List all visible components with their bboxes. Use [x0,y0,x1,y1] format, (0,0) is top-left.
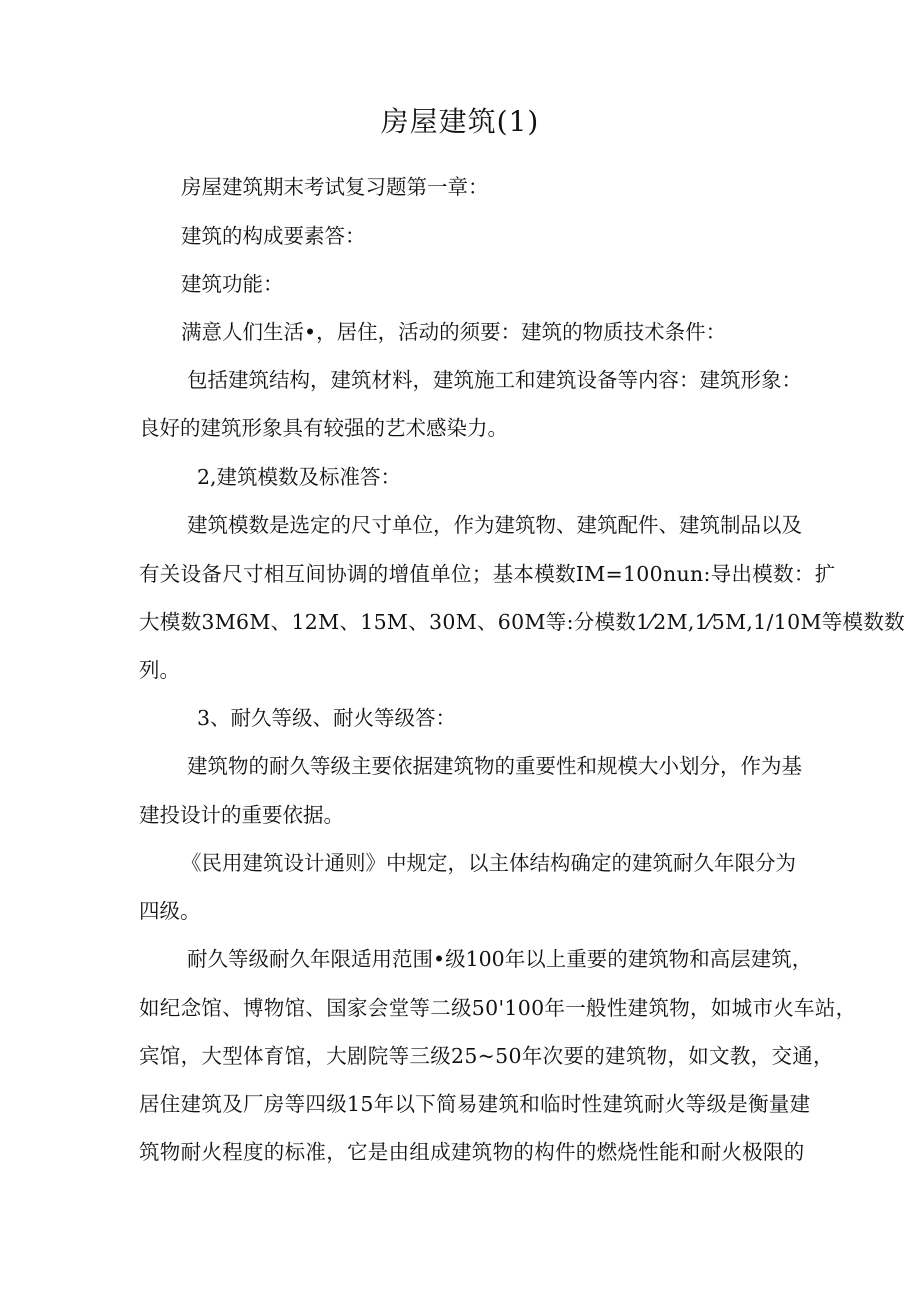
text-line: 建筑功能： [181,272,284,296]
text-line: 包括建筑结构，建筑材料，建筑施工和建筑设备等内容：建筑形象： [187,368,802,392]
section-heading: 2,建筑模数及标准答： [197,465,402,489]
text-line: 满意人们生活•，居住，活动的须要：建筑的物质技术条件： [181,320,727,344]
text-line: 如纪念馆、博物馆、国家会堂等二级50'100年一般性建筑物，如城市火车站， [139,996,857,1020]
text-line: 列。 [139,658,180,682]
text-line: 《民用建筑设计通则》中规定，以主体结构确定的建筑耐久年限分为 [181,851,796,875]
text-line: 建筑物的耐久等级主要依据建筑物的重要性和规模大小划分，作为基 [187,754,802,778]
text-line: 良好的建筑形象具有较强的艺术感染力。 [139,416,508,440]
text-line: 耐久等级耐久年限适用范围•级100年以上重要的建筑物和高层建筑， [187,947,813,971]
text-line: 筑物耐火程度的标准，它是由组成建筑物的构件的燃烧性能和耐火极限的 [139,1140,805,1164]
text-line: 居住建筑及厂房等四级15年以下简易建筑和临时性建筑耐火等级是衡量建 [139,1092,811,1116]
text-line: 宾馆，大型体育馆，大剧院等三级25~50年次要的建筑物，如文教，交通， [139,1044,834,1068]
text-line: 建筑的构成要素答： [181,224,366,248]
page-title: 房屋建筑(1) [380,105,540,138]
text-line: 建筑模数是选定的尺寸单位，作为建筑物、建筑配件、建筑制品以及 [187,513,802,537]
text-line: 有关设备尺寸相互间协调的增值单位；基本模数IM=100nun:导出模数：扩 [139,562,836,586]
section-heading: 3、耐久等级、耐火等级答： [197,706,457,730]
text-line: 房屋建筑期末考试复习题第一章： [181,175,489,199]
text-line: 大模数3M6M、12M、15M、30M、60M等:分模数1⁄2M,1⁄5M,1/10M等模数数 [139,610,905,634]
text-line: 四级。 [139,899,201,923]
text-line: 建投设计的重要依据。 [139,803,344,827]
